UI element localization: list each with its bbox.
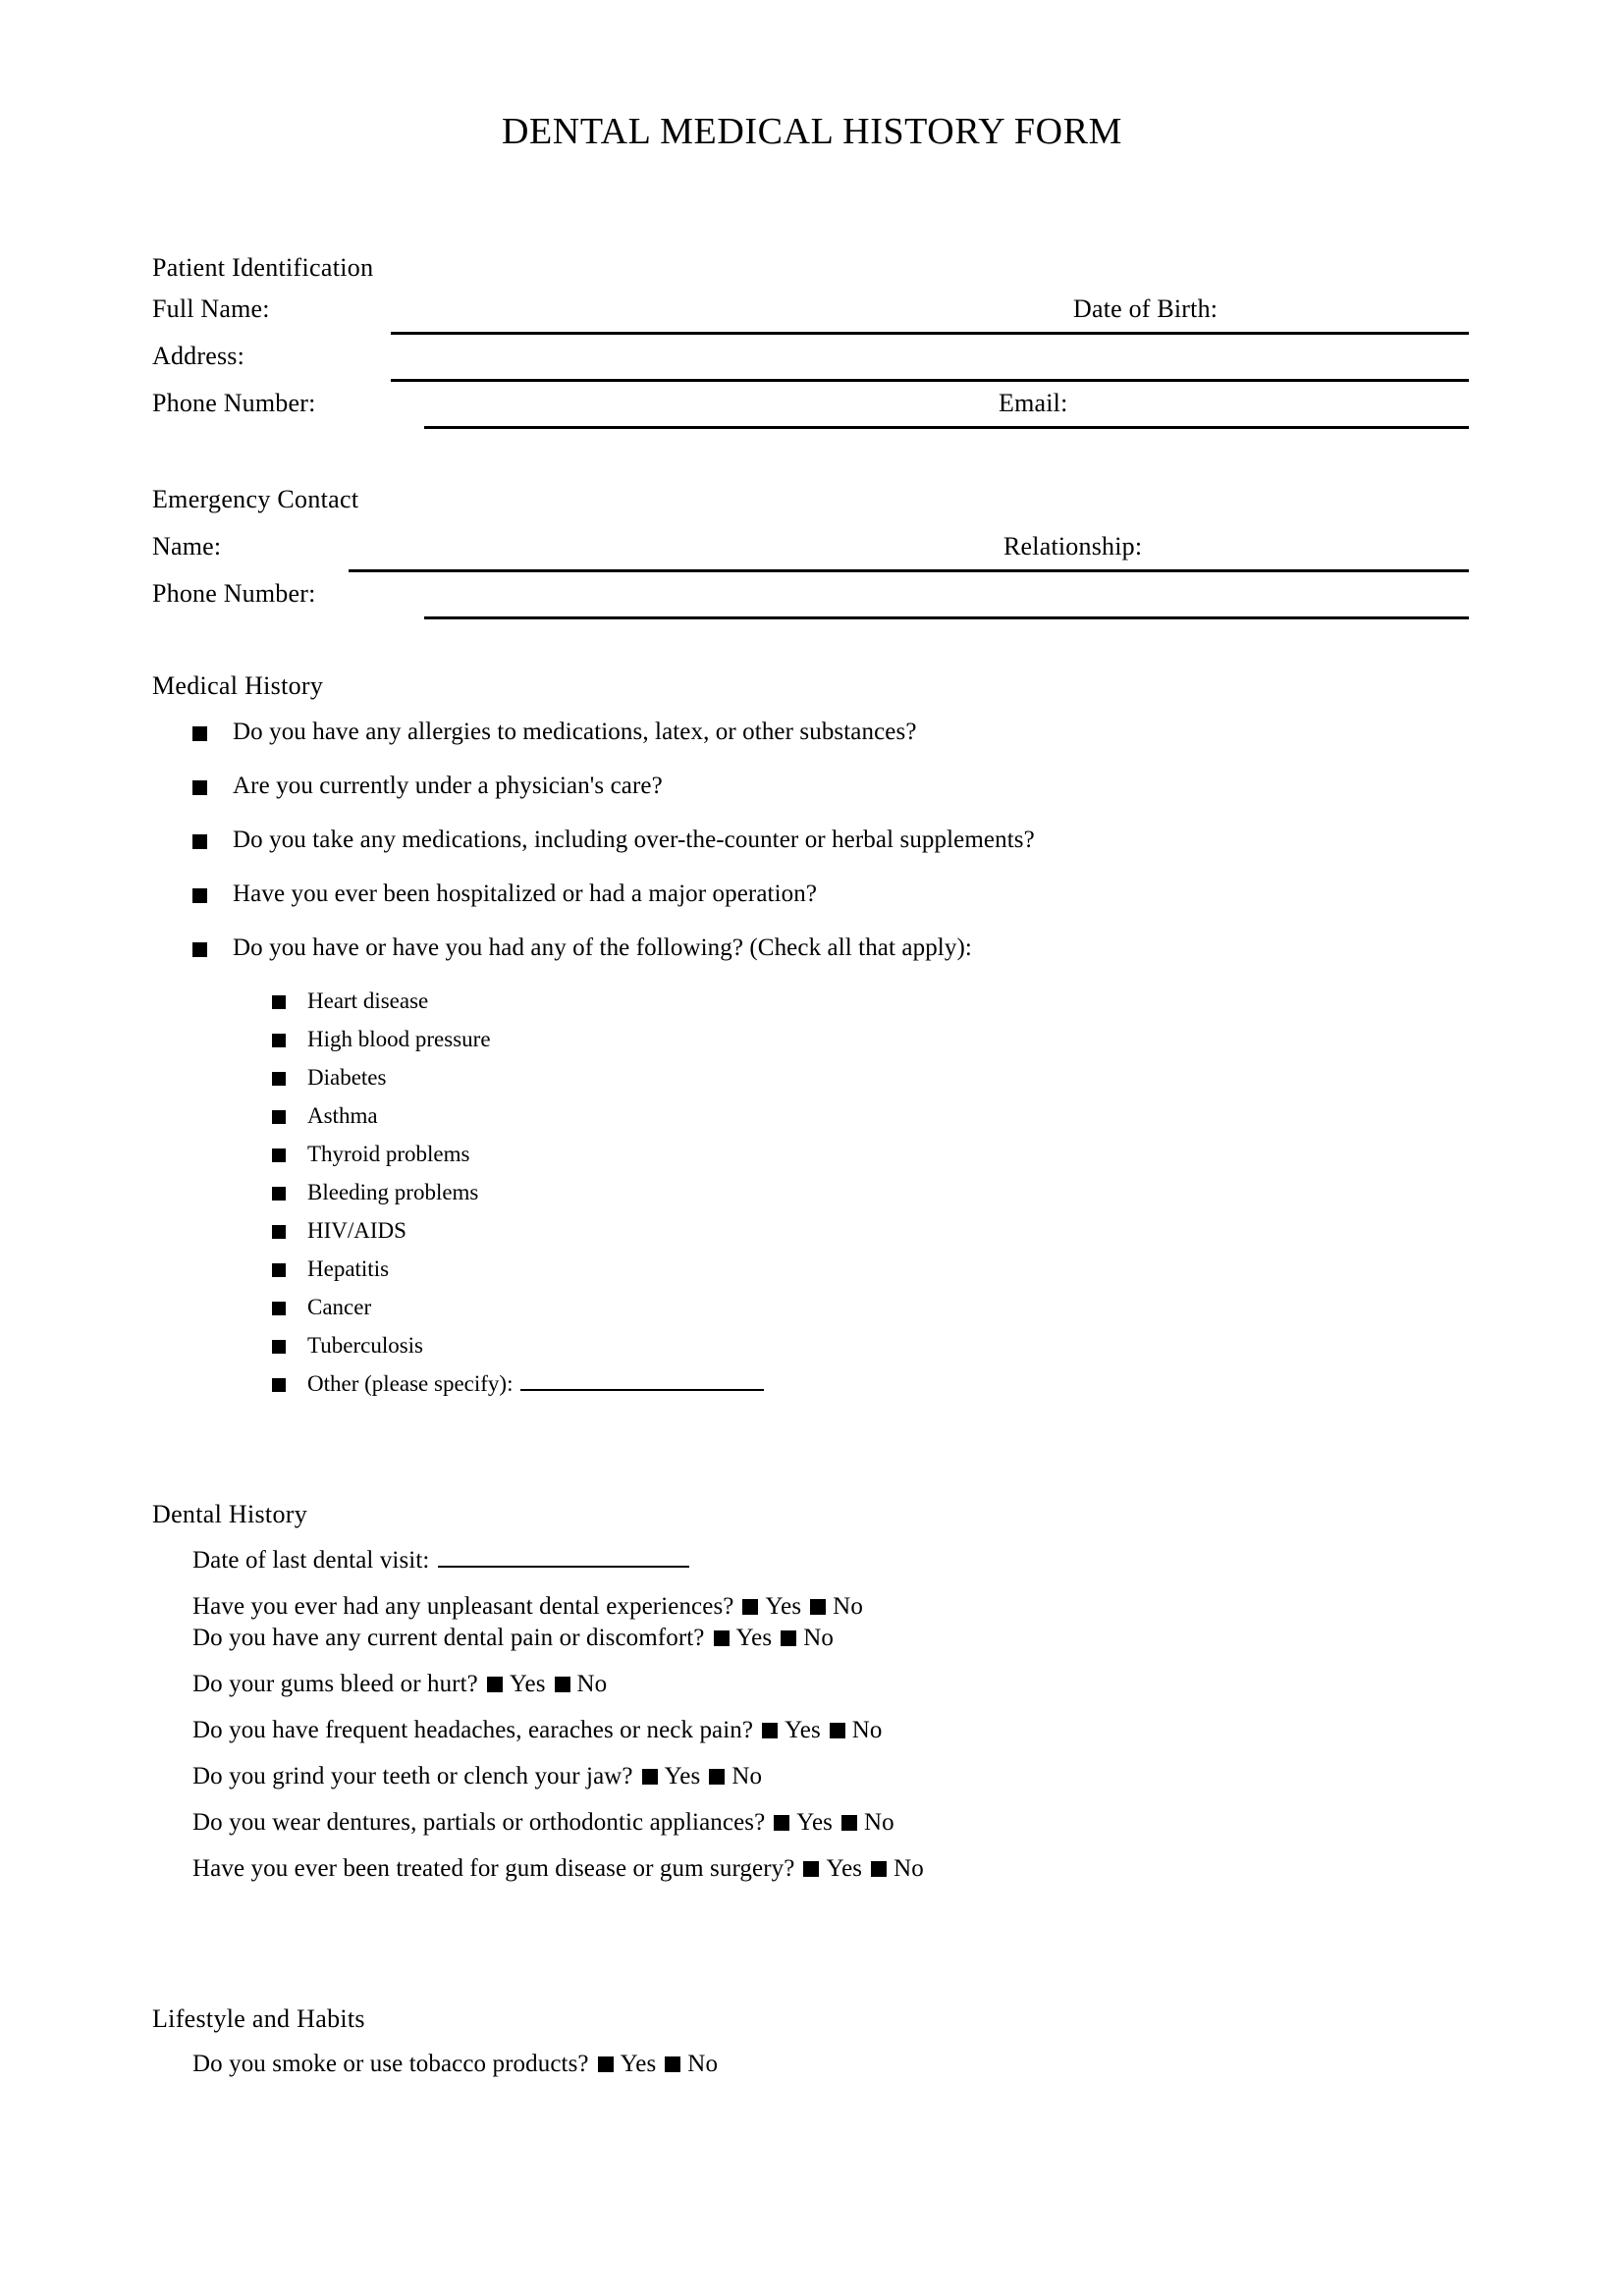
no-label: No (576, 1671, 608, 1697)
dental-history-question-row[interactable] (192, 1763, 762, 1790)
dental-history-question-label: Do you have any current dental pain or discomfort? (192, 1625, 705, 1651)
address-input-rule[interactable] (391, 379, 1469, 382)
checkbox-no-icon[interactable] (871, 1861, 887, 1877)
dental-history-question-label: Do you grind your teeth or clench your jaw? (192, 1763, 633, 1789)
yes-label: Yes (664, 1763, 701, 1789)
no-label: No (833, 1593, 863, 1620)
checkbox-square-icon[interactable] (272, 1378, 286, 1392)
yes-label: Yes (620, 2051, 657, 2077)
checkbox-square-icon[interactable] (192, 888, 207, 903)
dental-history-question-row[interactable] (192, 1717, 883, 1744)
medical-history-question-label: Do you take any medications, including over-the-counter or herbal supplements? (233, 827, 1035, 853)
condition-item-other[interactable] (272, 1371, 764, 1397)
checkbox-square-icon[interactable] (272, 1148, 286, 1162)
yes-label: Yes (796, 1809, 833, 1836)
dental-history-question-label: Do you have frequent headaches, earaches or neck pain? (192, 1717, 754, 1743)
checkbox-square-icon[interactable] (272, 1340, 286, 1354)
checkbox-square-icon[interactable] (272, 1072, 286, 1086)
checkbox-yes-icon[interactable] (714, 1630, 730, 1646)
no-label: No (803, 1625, 834, 1651)
last-dental-visit-label: Date of last dental visit: (192, 1547, 430, 1574)
medical-history-question-label: Have you ever been hospitalized or had a major operation? (233, 881, 818, 907)
condition-label: High blood pressure (307, 1027, 491, 1051)
yes-label: Yes (765, 1593, 802, 1620)
condition-item[interactable] (272, 1333, 423, 1359)
condition-item[interactable] (272, 1256, 389, 1282)
checkbox-square-icon[interactable] (192, 726, 207, 741)
checkbox-no-icon[interactable] (810, 1599, 826, 1615)
section-heading-dental-history: Dental History (152, 1500, 308, 1528)
section-heading-patient-identification: Patient Identification (152, 253, 374, 282)
medical-history-question-label: Do you have or have you had any of the following? (Check all that apply): (233, 934, 972, 961)
condition-item[interactable] (272, 1103, 378, 1129)
yes-label: Yes (826, 1855, 863, 1882)
no-label: No (851, 1717, 883, 1743)
condition-item[interactable] (272, 1027, 491, 1052)
medical-history-question[interactable] (192, 719, 917, 746)
no-label: No (893, 1855, 924, 1882)
condition-label: Tuberculosis (307, 1333, 423, 1358)
section-heading-emergency-contact: Emergency Contact (152, 485, 359, 513)
condition-label: Bleeding problems (307, 1180, 479, 1204)
medical-history-question[interactable] (192, 881, 817, 908)
yes-label: Yes (735, 1625, 773, 1651)
checkbox-square-icon[interactable] (192, 834, 207, 849)
email-label: Email: (999, 389, 1068, 417)
dental-history-question-row[interactable] (192, 1625, 834, 1652)
condition-label: Heart disease (307, 988, 429, 1013)
full-name-label: Full Name: (152, 294, 270, 323)
condition-label: Hepatitis (307, 1256, 390, 1281)
date-of-birth-label: Date of Birth: (1073, 294, 1218, 323)
dental-history-question-label: Do your gums bleed or hurt? (192, 1671, 478, 1697)
phone-number-input-rule[interactable] (424, 426, 1469, 429)
last-dental-visit-row[interactable] (192, 1547, 689, 1575)
lifestyle-question-row[interactable] (192, 2051, 718, 2078)
medical-history-question-label: Do you have any allergies to medications, latex, or other substances? (233, 719, 917, 745)
checkbox-no-icon[interactable] (709, 1769, 725, 1785)
address-label: Address: (152, 342, 245, 370)
checkbox-square-icon[interactable] (272, 1302, 286, 1315)
condition-item[interactable] (272, 1065, 386, 1091)
emergency-phone-label: Phone Number: (152, 579, 316, 608)
lifestyle-question-label: Do you smoke or use tobacco products? (192, 2051, 589, 2077)
dental-history-question-label: Have you ever been treated for gum disease or gum surgery? (192, 1855, 795, 1882)
section-heading-lifestyle-and-habits: Lifestyle and Habits (152, 2004, 365, 2033)
no-label: No (863, 1809, 894, 1836)
dental-history-question-label: Do you wear dentures, partials or orthodontic appliances? (192, 1809, 766, 1836)
medical-history-question[interactable] (192, 773, 663, 800)
emergency-relationship-label: Relationship: (1003, 532, 1143, 561)
last-dental-visit-input[interactable] (438, 1548, 689, 1568)
condition-other-label: Other (please specify): (307, 1371, 514, 1396)
dental-history-question-row[interactable] (192, 1593, 863, 1621)
condition-label: Thyroid problems (307, 1142, 470, 1166)
dental-history-question-row[interactable] (192, 1855, 924, 1883)
condition-item[interactable] (272, 1295, 371, 1320)
checkbox-no-icon[interactable] (665, 2056, 680, 2072)
phone-number-label: Phone Number: (152, 389, 316, 417)
medical-history-question[interactable] (192, 827, 1035, 854)
checkbox-yes-icon[interactable] (762, 1723, 778, 1738)
checkbox-no-icon[interactable] (781, 1630, 796, 1646)
dental-history-question-label: Have you ever had any unpleasant dental experiences? (192, 1593, 734, 1620)
medical-history-question-label: Are you currently under a physician's care? (233, 773, 663, 799)
checkbox-square-icon[interactable] (272, 1110, 286, 1124)
checkbox-square-icon[interactable] (272, 1225, 286, 1239)
yes-label: Yes (509, 1671, 546, 1697)
checkbox-square-icon[interactable] (192, 942, 207, 957)
checkbox-yes-icon[interactable] (598, 2056, 614, 2072)
full-name-input-rule[interactable] (391, 332, 1469, 335)
checkbox-square-icon[interactable] (272, 995, 286, 1009)
checkbox-yes-icon[interactable] (642, 1769, 658, 1785)
condition-item[interactable] (272, 1142, 469, 1167)
no-label: No (687, 2051, 719, 2077)
checkbox-no-icon[interactable] (830, 1723, 845, 1738)
checkbox-yes-icon[interactable] (803, 1861, 819, 1877)
no-label: No (731, 1763, 763, 1789)
checkbox-square-icon[interactable] (192, 780, 207, 795)
yes-label: Yes (785, 1717, 821, 1743)
emergency-name-input-rule[interactable] (349, 569, 1469, 572)
dental-history-question-row[interactable] (192, 1671, 607, 1698)
section-heading-medical-history: Medical History (152, 671, 324, 700)
dental-history-question-row[interactable] (192, 1809, 894, 1837)
checkbox-yes-icon[interactable] (774, 1815, 789, 1831)
condition-other-input[interactable] (520, 1371, 764, 1391)
condition-label: Diabetes (307, 1065, 387, 1090)
condition-label: Asthma (307, 1103, 378, 1128)
checkbox-yes-icon[interactable] (742, 1599, 758, 1615)
checkbox-square-icon[interactable] (272, 1187, 286, 1201)
checkbox-no-icon[interactable] (555, 1677, 570, 1692)
condition-item[interactable] (272, 1218, 406, 1244)
page-title: DENTAL MEDICAL HISTORY FORM (501, 111, 1123, 152)
checkbox-square-icon[interactable] (272, 1263, 286, 1277)
emergency-phone-input-rule[interactable] (424, 616, 1469, 619)
emergency-name-label: Name: (152, 532, 222, 561)
checkbox-yes-icon[interactable] (487, 1677, 503, 1692)
medical-history-question[interactable] (192, 934, 972, 962)
checkbox-square-icon[interactable] (272, 1034, 286, 1047)
condition-label: HIV/AIDS (307, 1218, 406, 1243)
checkbox-no-icon[interactable] (841, 1815, 857, 1831)
condition-label: Cancer (307, 1295, 372, 1319)
condition-item[interactable] (272, 988, 428, 1014)
condition-item[interactable] (272, 1180, 478, 1205)
